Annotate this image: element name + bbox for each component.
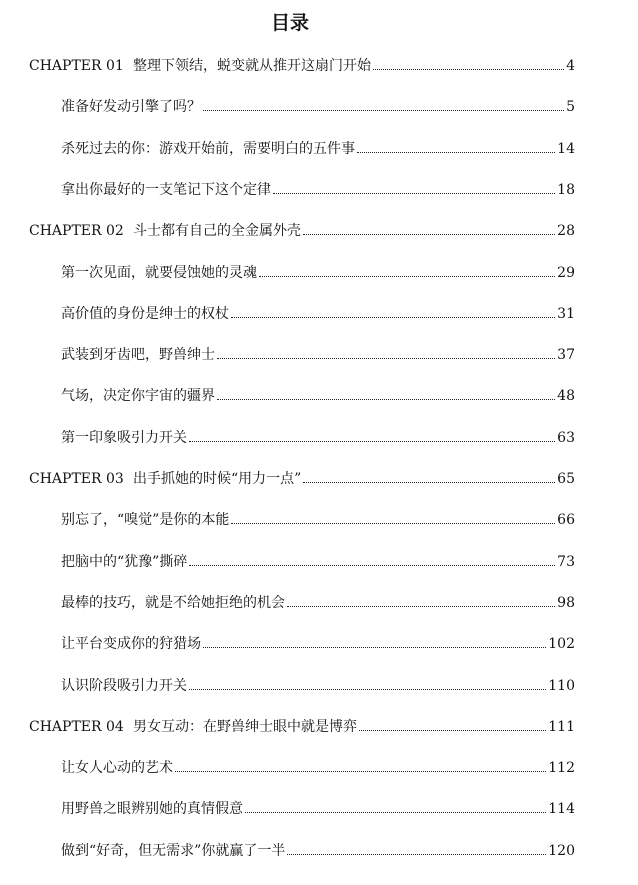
page-number: 29 <box>557 264 575 281</box>
section-title: 认识阶段吸引力开关 <box>61 677 187 694</box>
page-number: 31 <box>557 305 575 322</box>
dot-leader <box>303 482 555 483</box>
toc-section-row <box>61 547 575 571</box>
section-title: 别忘了，“嗅觉”是你的本能 <box>61 512 230 529</box>
toc-section-row <box>61 299 575 323</box>
page-number: 112 <box>548 760 575 777</box>
toc-section-row <box>61 92 575 116</box>
chapter-title: 出手抓她的时候“用力一点” <box>133 471 302 487</box>
page-number: 65 <box>557 471 575 487</box>
chapter-title: 男女互动：在野兽绅士眼中就是博弈 <box>133 718 357 735</box>
page-number: 102 <box>548 636 575 653</box>
page-number: 63 <box>557 429 575 446</box>
dot-leader <box>189 689 546 690</box>
section-title: 气场，决定你宇宙的疆界 <box>61 388 215 405</box>
toc-chapter-row <box>29 712 575 736</box>
toc-section-row <box>61 629 575 653</box>
dot-leader <box>203 110 564 111</box>
toc-chapter-row <box>29 216 575 240</box>
section-title: 武装到牙齿吧，野兽绅士 <box>61 347 215 364</box>
section-title: 做到“好奇，但无需求”你就赢了一半 <box>61 842 286 859</box>
dot-leader <box>175 771 546 772</box>
page-number: 5 <box>566 99 575 116</box>
dot-leader <box>259 276 555 277</box>
page-number: 4 <box>566 58 575 74</box>
page-number: 114 <box>548 801 575 818</box>
toc-section-row <box>61 588 575 612</box>
dot-leader <box>357 152 555 153</box>
chapter-title: 斗士都有自己的全金属外壳 <box>133 223 301 240</box>
toc-chapter-row <box>29 464 575 488</box>
dot-leader <box>273 193 555 194</box>
chapter-number: CHAPTER 04 <box>29 718 124 735</box>
dot-leader <box>217 399 555 400</box>
section-title: 准备好发动引擎了吗？ <box>61 99 201 116</box>
page-number: 66 <box>557 512 575 529</box>
section-title: 第一次见面，就要侵蚀她的灵魂 <box>61 264 257 281</box>
chapter-number: CHAPTER 01 <box>29 58 124 74</box>
section-title: 拿出你最好的一支笔记下这个定律 <box>61 181 271 198</box>
section-title: 第一印象吸引力开关 <box>61 429 187 446</box>
toc-section-row <box>61 340 575 364</box>
dot-leader <box>287 606 555 607</box>
page-number: 14 <box>557 140 575 157</box>
toc-section-row <box>61 381 575 405</box>
page-number: 120 <box>548 842 575 859</box>
section-title: 让平台变成你的狩猎场 <box>61 636 201 653</box>
section-title: 高价值的身份是绅士的权杖 <box>61 305 229 322</box>
toc-section-row <box>61 134 575 158</box>
section-title: 最棒的技巧，就是不给她拒绝的机会 <box>61 594 285 611</box>
toc-section-row <box>61 671 575 695</box>
dot-leader <box>287 854 546 855</box>
section-title: 把脑中的“犹豫”撕碎 <box>61 553 188 570</box>
page-number: 111 <box>548 718 575 735</box>
dot-leader <box>359 730 546 731</box>
page-number: 73 <box>557 553 575 570</box>
dot-leader <box>373 69 564 70</box>
dot-leader <box>217 358 555 359</box>
page-title: 目录 <box>270 12 309 34</box>
page-number: 48 <box>557 388 575 405</box>
dot-leader <box>303 234 555 235</box>
toc-chapter-row <box>29 51 575 75</box>
dot-leader <box>203 647 546 648</box>
dot-leader <box>231 523 555 524</box>
dot-leader <box>231 317 555 318</box>
page-number: 110 <box>548 677 575 694</box>
dot-leader <box>245 812 546 813</box>
page-number: 28 <box>557 223 575 240</box>
toc-section-row <box>61 175 575 199</box>
page-number: 18 <box>557 181 575 198</box>
chapter-number: CHAPTER 02 <box>29 223 124 240</box>
toc-section-row <box>61 258 575 282</box>
toc-section-row <box>61 836 575 860</box>
section-title: 让女人心动的艺术 <box>61 760 173 777</box>
section-title: 杀死过去的你：游戏开始前，需要明白的五件事 <box>61 140 355 157</box>
toc-section-row <box>61 753 575 777</box>
toc-section-row <box>61 505 575 529</box>
page-number: 98 <box>557 594 575 611</box>
page-number: 37 <box>557 347 575 364</box>
chapter-number: CHAPTER 03 <box>29 471 124 487</box>
toc-section-row <box>61 794 575 818</box>
chapter-title: 整理下领结，蜕变就从推开这扇门开始 <box>133 58 371 74</box>
toc-section-row <box>61 423 575 447</box>
dot-leader <box>189 441 555 442</box>
section-title: 用野兽之眼辨别她的真情假意 <box>61 801 243 818</box>
dot-leader <box>189 565 555 566</box>
